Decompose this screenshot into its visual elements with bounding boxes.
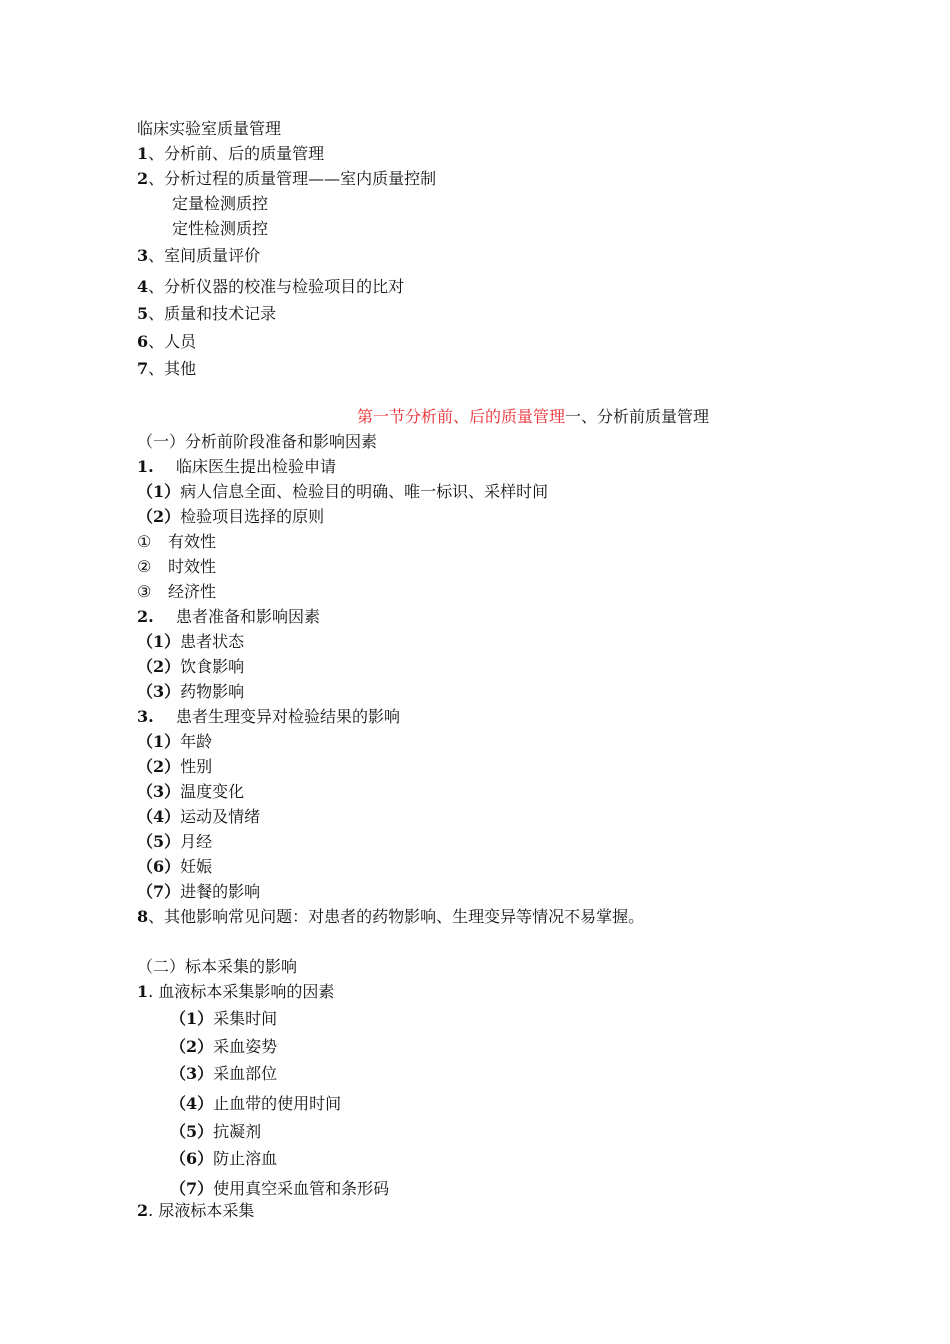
list-item (137, 482, 548, 502)
item-text: 、其他影响常见问题：对患者的药物影响、生理变异等情况不易掌握。 (148, 907, 645, 926)
item-number: （5） (170, 1122, 214, 1141)
item-number: （7） (137, 882, 181, 901)
item-number: 1 (137, 144, 149, 163)
section-heading (357, 407, 709, 427)
item-text: 、分析过程的质量管理——室内质量控制 (148, 169, 437, 188)
outline-item (137, 169, 436, 189)
list-subitem (170, 1064, 277, 1084)
item-number: （6） (137, 857, 181, 876)
item-text: 采集时间 (213, 1009, 278, 1028)
item-number: 6 (137, 332, 149, 351)
item-text: 止血带的使用时间 (213, 1094, 342, 1113)
list-subitem (170, 1037, 277, 1057)
item-text: . 尿液标本采集 (148, 1201, 255, 1220)
item-text: . 血液标本采集影响的因素 (148, 982, 335, 1001)
item-number: （4） (170, 1094, 214, 1113)
item-number: （7） (170, 1179, 214, 1198)
list-item (137, 582, 216, 602)
list-subitem (170, 1009, 277, 1029)
list-item (137, 857, 212, 877)
item-text: 性别 (180, 757, 213, 776)
list-item (137, 807, 260, 827)
item-text: 患者生理变异对检验结果的影响 (176, 707, 401, 726)
item-number: 3 (137, 246, 149, 265)
list-subitem (170, 1122, 261, 1142)
list-item (137, 982, 334, 1002)
part-heading: （一）分析前阶段准备和影响因素 (137, 432, 378, 451)
item-number: （2） (137, 757, 181, 776)
item-text: 运动及情绪 (180, 807, 261, 826)
item-text: 进餐的影响 (180, 882, 261, 901)
item-text: 妊娠 (180, 857, 213, 876)
outline-item (137, 304, 276, 324)
list-item (137, 532, 216, 552)
item-number: （3） (170, 1064, 214, 1083)
list-item (137, 707, 400, 727)
item-text: 临床医生提出检验申请 (176, 457, 337, 476)
outline-subitem: 定性检测质控 (172, 219, 269, 238)
item-number: （2） (137, 507, 181, 526)
item-number: ② (137, 557, 152, 576)
item-number: 2 (137, 1201, 149, 1220)
list-item (137, 732, 212, 752)
item-text: 饮食影响 (180, 657, 245, 676)
outline-item (137, 359, 196, 379)
item-text: 、质量和技术记录 (148, 304, 277, 323)
item-number: 5 (137, 304, 149, 323)
list-item (137, 507, 324, 527)
item-text: 采血姿势 (213, 1037, 278, 1056)
item-text: 抗凝剂 (213, 1122, 262, 1141)
item-text: 药物影响 (180, 682, 245, 701)
list-item (137, 632, 244, 652)
item-text: 采血部位 (213, 1064, 278, 1083)
list-item (137, 832, 212, 852)
item-text: 检验项目选择的原则 (180, 507, 325, 526)
item-number: （1） (170, 1009, 214, 1028)
item-text: 、室间质量评价 (148, 246, 261, 265)
list-item (137, 657, 244, 677)
item-number: （2） (170, 1037, 214, 1056)
item-number: （2） (137, 657, 181, 676)
item-number: 1 (137, 982, 149, 1001)
item-number: 2 (137, 169, 149, 188)
item-text: 经济性 (168, 582, 217, 601)
list-item (137, 557, 216, 577)
item-text: 月经 (180, 832, 213, 851)
item-text: 患者状态 (180, 632, 245, 651)
item-number: 1. (137, 457, 154, 476)
section-title: 第一节分析前、后的质量管理 (357, 407, 566, 426)
item-number: 3. (137, 707, 154, 726)
document-title: 临床实验室质量管理 (137, 119, 282, 138)
list-item (137, 457, 336, 477)
outline-item (137, 277, 404, 297)
item-number: ① (137, 532, 152, 551)
list-subitem (170, 1179, 389, 1199)
item-text: 使用真空采血管和条形码 (213, 1179, 390, 1198)
item-text: 温度变化 (180, 782, 245, 801)
item-number: （3） (137, 682, 181, 701)
outline-item (137, 144, 324, 164)
item-number: （6） (170, 1149, 214, 1168)
list-subitem (170, 1094, 341, 1114)
list-item (137, 882, 260, 902)
item-number: （1） (137, 482, 181, 501)
item-text: 患者准备和影响因素 (176, 607, 321, 626)
item-text: 年龄 (180, 732, 213, 751)
item-number: 2. (137, 607, 154, 626)
item-number: 4 (137, 277, 149, 296)
list-subitem (170, 1149, 277, 1169)
outline-item (137, 246, 260, 266)
list-item (137, 907, 644, 927)
list-item (137, 682, 244, 702)
item-text: 时效性 (168, 557, 217, 576)
item-number: 8 (137, 907, 149, 926)
subsection-title: 一、分析前质量管理 (565, 407, 710, 426)
item-number: （3） (137, 782, 181, 801)
item-text: 、人员 (148, 332, 197, 351)
item-number: ③ (137, 582, 152, 601)
item-number: （1） (137, 632, 181, 651)
outline-item (137, 332, 196, 352)
item-text: 、分析仪器的校准与检验项目的比对 (148, 277, 405, 296)
list-item (137, 1201, 254, 1221)
item-text: 、其他 (148, 359, 197, 378)
list-item (137, 757, 212, 777)
item-number: （4） (137, 807, 181, 826)
item-text: 有效性 (168, 532, 217, 551)
item-number: 7 (137, 359, 149, 378)
list-item (137, 782, 244, 802)
item-text: 、分析前、后的质量管理 (148, 144, 325, 163)
part-heading: （二）标本采集的影响 (137, 957, 298, 976)
item-text: 病人信息全面、检验目的明确、唯一标识、采样时间 (180, 482, 549, 501)
item-text: 防止溶血 (213, 1149, 278, 1168)
outline-subitem: 定量检测质控 (172, 194, 269, 213)
item-number: （1） (137, 732, 181, 751)
list-item (137, 607, 320, 627)
item-number: （5） (137, 832, 181, 851)
